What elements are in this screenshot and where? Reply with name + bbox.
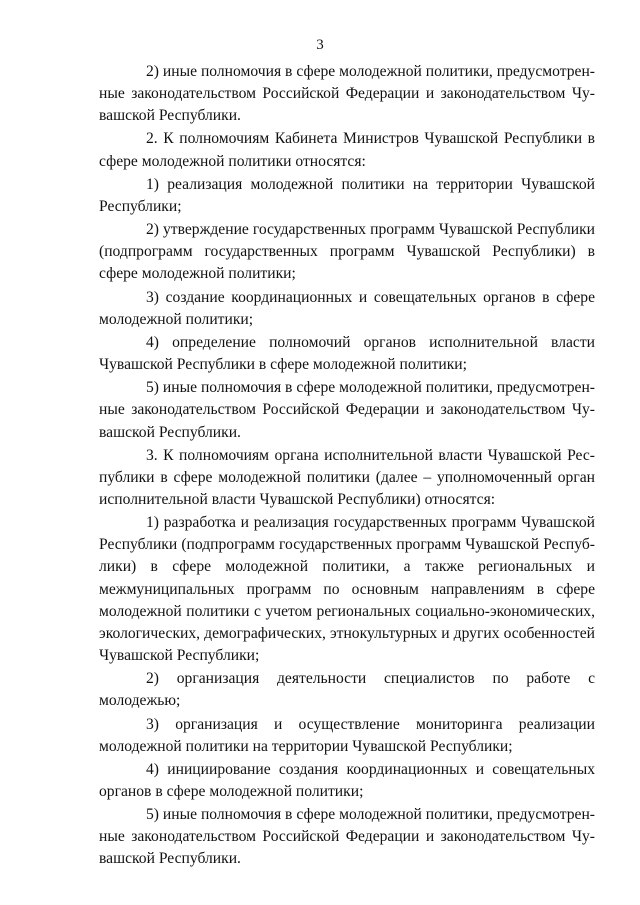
paragraph-2-5-other-powers: 5) иные полномочия в сфере молодежной политики, предусмотренные законодательством Российской Федерации и законодательством Чувашской Республики. [99, 379, 595, 441]
paragraph-2-cabinet-powers-heading: 2. К полномочиям Кабинета Министров Чувашской Республики в сфере молодежной политики относятся: [99, 130, 595, 170]
paragraph-2-3-coordination-bodies: 3) создание координационных и совещательных органов в сфере молодежной политики; [99, 288, 595, 328]
paragraph-2-1-implementation: 1) реализация молодежной политики на территории Чувашской Республики; [99, 175, 595, 215]
paragraph-3-5-other-powers: 5) иные полномочия в сфере молодежной политики, предусмотренные законодательством Российской Федерации и законодательством Чувашской Республики. [99, 806, 595, 868]
paragraph-3-4-initiation: 4) инициирование создания координационных и совещательных органов в сфере молодежной политики; [99, 760, 595, 800]
page-number: 3 [316, 37, 324, 53]
paragraph-2-4-executive-powers: 4) определение полномочий органов исполнительной власти Чувашской Республики в сфере молодежной политики; [99, 333, 595, 374]
paragraph-3-2-specialists: 2) организация деятельности специалистов по работе с молодежью; [99, 670, 595, 710]
document-body [99, 61, 595, 872]
paragraph-3-3-monitoring: 3) организация и осуществление мониторинга реализации молодежной политики на территории Чувашской Республики; [99, 715, 595, 755]
paragraph-3-executive-body-heading: 3. К полномочиям органа исполнительной власти Чувашской Республики в сфере молодежной политики (далее – уполномоченный орган исполнительной власти Чувашской Республики) относятся: [99, 446, 595, 508]
paragraph-1-2-other-powers: 2) иные полномочия в сфере молодежной политики, предусмотренные законодательством Российской Федерации и законодательством Чувашской Республики. [99, 63, 595, 125]
paragraph-2-2-program-approval: 2) утверждение государственных программ Чувашской Республики (подпрограмм государственных программ Чувашской Республики) в сфере молодежной политики; [99, 221, 595, 283]
paragraph-3-1-program-development: 1) разработка и реализация государственных программ Чувашской Республики (подпрограмм государственных программ Чувашской Республики) в сфере молодежной политики, а также региональных и межмуниципальных программ по основным направлениям в сфере молодежной политики с учетом региональных социально-экономических, экологических, демографических, этнокультурных и других особенностей Чувашской Республики; [99, 514, 595, 665]
